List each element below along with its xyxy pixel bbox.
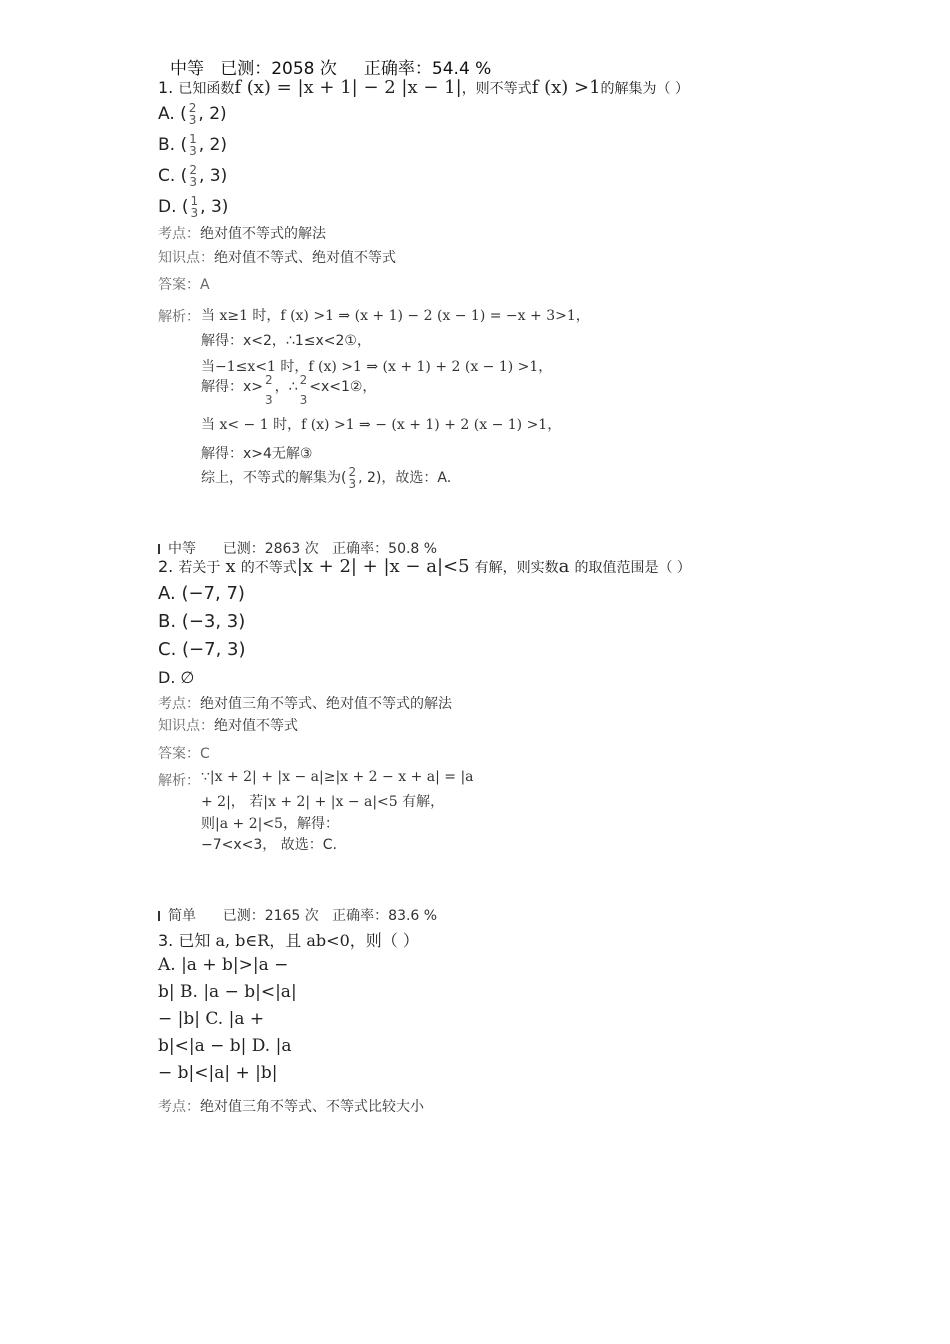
q3-level: 简单 [168, 908, 196, 924]
q2-rate: 正确率：50.8 % [332, 541, 438, 557]
q1-jiexi-line-2: 解得：x<2，∴1≤x<2①， [201, 333, 371, 349]
q1-level: 中等 [170, 59, 204, 79]
q1-rate: 正确率：54.4 % [363, 59, 492, 79]
fraction: 2 3 [188, 101, 197, 127]
q2-stem [158, 556, 691, 577]
q1-option-a-tail: , 2) [198, 104, 227, 124]
q2-jiexi-line-3: 则|a + 2|<5，解得： [201, 816, 339, 832]
q2-stem-prefix: 若关于 [178, 560, 221, 576]
q1-jiexi-line-7: 综上，不等式的解集为( 2 3 , 2)，故选：A. [201, 465, 452, 491]
q3-tested: 已测：2165 次 [222, 908, 319, 924]
q2-tested: 已测：2863 次 [222, 541, 319, 557]
q1-meta [170, 54, 491, 79]
q2-jiexi-label: 解析： [158, 773, 200, 789]
q1-stem-ineq: f (x) >1 [531, 77, 601, 98]
q1-option-b[interactable] [158, 133, 227, 157]
q2-option-c[interactable]: C. (−7, 3) [158, 639, 246, 660]
q3-kaodian [158, 1096, 424, 1116]
q3-option-line-2[interactable]: b| B. |a − b|<|a| [158, 982, 297, 1002]
q1-option-c-label: C. ( [158, 166, 188, 186]
q3-rate: 正确率：83.6 % [332, 908, 438, 924]
q1-option-c[interactable] [158, 164, 227, 188]
q2-kaodian-label: 考点： [158, 696, 200, 712]
q1-number: 1. [158, 78, 174, 97]
q2-jiexi-line-4: −7<x<3， 故选：C. [201, 837, 337, 853]
q1-option-b-label: B. ( [158, 135, 188, 155]
q1-stem-func: f (x) = |x + 1| − 2 |x − 1| [234, 77, 462, 98]
q1-jiexi-line-6: 解得：x>4无解③ [201, 446, 313, 462]
q2-stem-mid2: 有解，则实数 [474, 560, 559, 576]
q1-zhishi [158, 247, 396, 267]
fraction: 1 3 [189, 132, 197, 158]
q2-zhishi-label: 知识点： [158, 718, 214, 734]
q2-jiexi-line-2: + 2|， 若|x + 2| + |x − a|<5 有解， [201, 794, 445, 810]
q3-meta [158, 905, 437, 925]
marker-bar [158, 544, 160, 554]
q2-option-b[interactable]: B. (−3, 3) [158, 611, 246, 632]
q3-stem-text: 已知 a, b∈R，且 ab<0，则（ ） [178, 931, 419, 950]
q2-meta [158, 538, 437, 558]
q3-stem [158, 928, 419, 951]
q1-jiexi-line-4: 解得：x> 2 3 ，∴ 2 3 <x<1②， [201, 373, 377, 407]
fraction: 2 3 [265, 373, 273, 407]
q3-option-line-5[interactable]: − b|<|a| + |b| [158, 1063, 278, 1083]
marker-bar [158, 911, 160, 921]
q2-zhishi [158, 715, 298, 735]
q1-option-a-label: A. ( [158, 104, 187, 124]
q1-kaodian [158, 223, 326, 243]
q1-zhishi-text: 绝对值不等式、绝对值不等式 [214, 250, 396, 266]
q2-answer: 答案：C [158, 746, 210, 762]
q1-option-b-tail: , 2) [198, 135, 228, 155]
q1-option-d-label: D. ( [158, 197, 189, 217]
q3-option-line-1[interactable]: A. |a + b|>|a − [158, 955, 289, 975]
q1-tested: 已测：2058 次 [220, 59, 337, 79]
q2-stem-mid: 的不等式 [240, 560, 297, 576]
fraction: 2 3 [189, 163, 197, 189]
q2-option-d[interactable]: D. ∅ [158, 668, 195, 687]
q1-jiexi-line-3: 当−1≤x<1 时，f (x) >1 ⇒ (x + 1) + 2 (x − 1) >1， [201, 359, 553, 375]
fraction: 2 3 [348, 465, 357, 491]
q3-kaodian-label: 考点： [158, 1099, 200, 1115]
q2-kaodian-text: 绝对值三角不等式、绝对值不等式的解法 [200, 696, 452, 712]
q1-stem [158, 77, 689, 98]
q2-level: 中等 [168, 541, 196, 557]
q1-jiexi-line-5: 当 x< − 1 时，f (x) >1 ⇒ − (x + 1) + 2 (x − 1) >1， [201, 417, 562, 433]
q2-stem-suffix: 的取值范围是（ ） [574, 560, 691, 576]
q1-jiexi-line-1: 当 x≥1 时，f (x) >1 ⇒ (x + 1) − 2 (x − 1) = −x + 3>1， [201, 308, 590, 324]
q3-option-line-4[interactable]: b|<|a − b| D. |a [158, 1036, 292, 1056]
q2-number: 2. [158, 557, 174, 576]
q1-kaodian-text: 绝对值不等式的解法 [200, 226, 326, 242]
q1-option-a[interactable] [158, 102, 227, 126]
q1-option-d-tail: , 3) [200, 197, 229, 217]
q1-stem-suffix: 的解集为（ ） [600, 81, 689, 97]
q2-zhishi-text: 绝对值不等式 [214, 718, 298, 734]
q1-kaodian-label: 考点： [158, 226, 200, 242]
q1-option-d[interactable] [158, 195, 228, 219]
q1-answer: 答案：A [158, 277, 210, 293]
q2-option-a[interactable]: A. (−7, 7) [158, 583, 245, 604]
q3-kaodian-text: 绝对值三角不等式、不等式比较大小 [200, 1099, 424, 1115]
fraction: 2 3 [299, 373, 308, 407]
q2-kaodian [158, 693, 452, 713]
q3-number: 3. [158, 931, 174, 950]
q1-jiexi-label: 解析： [158, 309, 200, 325]
fraction: 1 3 [190, 194, 199, 220]
q1-stem-prefix: 已知函数 [178, 81, 235, 97]
q2-stem-ineq: |x + 2| + |x − a|<5 [296, 556, 470, 577]
q2-stem-x: x [225, 556, 236, 577]
q1-option-c-tail: , 3) [198, 166, 228, 186]
q2-jiexi-line-1: ∵|x + 2| + |x − a|≥|x + 2 − x + a| = |a [201, 769, 474, 785]
q3-option-line-3[interactable]: − |b| C. |a + [158, 1009, 265, 1029]
q2-stem-a: a [558, 556, 570, 577]
q1-stem-mid: ，则不等式 [461, 81, 532, 97]
q1-zhishi-label: 知识点： [158, 250, 214, 266]
